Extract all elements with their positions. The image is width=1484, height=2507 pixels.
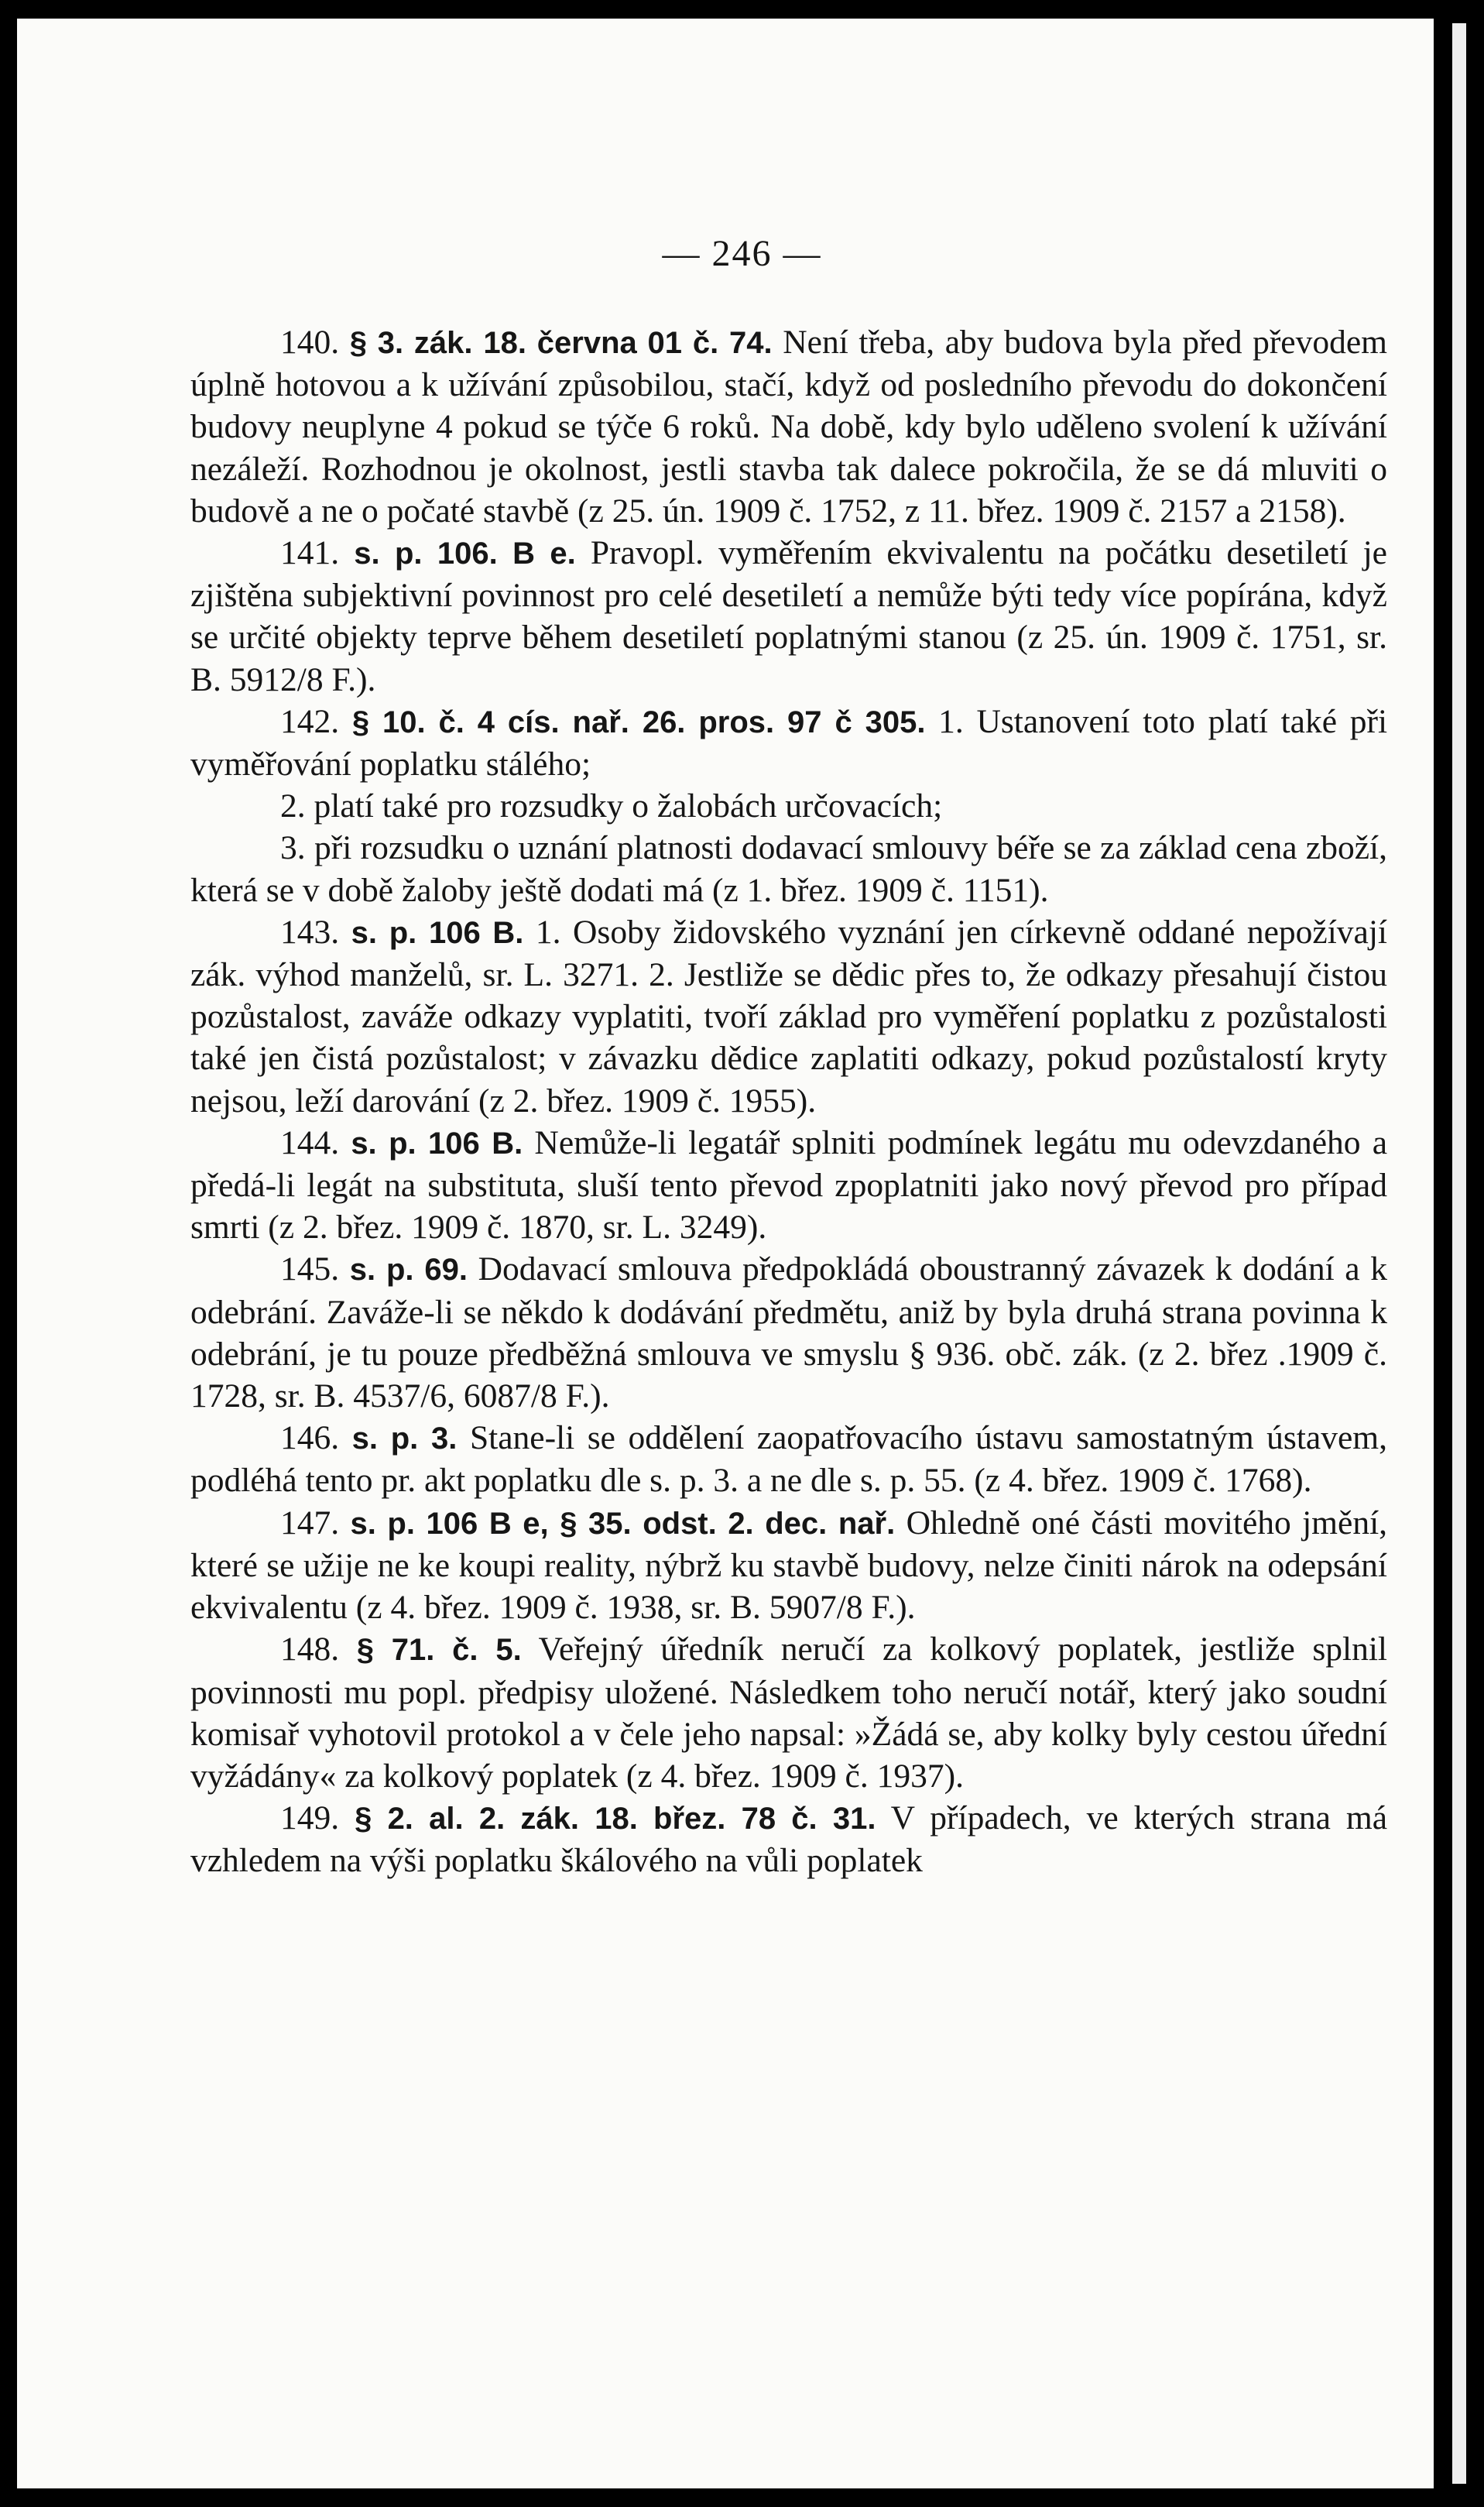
entry-144 <box>190 1122 1387 1249</box>
entry-number: 143. <box>280 913 340 951</box>
entry-reference: § 10. č. 4 cís. nař. 26. pros. 97 č 305. <box>351 705 926 739</box>
entry-number: 148. <box>280 1631 340 1668</box>
entry-number: 149. <box>280 1799 340 1837</box>
entry-142 <box>190 701 1387 785</box>
entry-reference: § 71. č. 5. <box>356 1633 522 1668</box>
entry-reference: s. p. 106 B. <box>351 1126 523 1161</box>
entry-148 <box>190 1628 1387 1797</box>
entry-number: 3. <box>280 829 306 867</box>
entry-number: 145. <box>280 1250 340 1288</box>
entry-text: platí také pro rozsudky o žalobách určovacích; <box>314 787 943 825</box>
entry-number: 2. <box>280 787 306 825</box>
entry-text: Pravopl. vyměřením ekvivalentu na počátku desetiletí je zjištěna subjektivní povinnost pro celé desetiletí a nemůže býti tedy více popírána, když se určité objekty teprve během desetiletí poplatnými stanou (z 25. ún. 1909 č. 1751, sr. B. 5912/8 F.). <box>190 534 1387 698</box>
entry-text: 1. Ustanovení toto platí také při vyměřování poplatku stálého; <box>190 702 1388 784</box>
entry-number: 144. <box>280 1123 340 1161</box>
entry-text: V případech, ve kterých strana má vzhledem na výši poplatku škálového na vůli poplatek <box>190 1799 1388 1880</box>
entry-text: Dodavací smlouva předpokládá oboustranný závazek k dodání a k odebrání. Zaváže-li se někdo k dodávání předmětu, aniž by byla druhá strana povinna k odebrání, je tu pouze předběžná smlouva ve smyslu § 936. obč. zák. (z 2. břez .1909 č. 1728, sr. B. 4537/6, 6087/8 F.). <box>190 1250 1387 1415</box>
entry-reference: s. p. 106 B. <box>351 915 524 950</box>
entry-reference: § 2. al. 2. zák. 18. břez. 78 č. 31. <box>355 1802 876 1837</box>
page-edge <box>1452 23 1466 2484</box>
entry-number: 142. <box>280 702 340 740</box>
entry-number: 140. <box>280 324 340 361</box>
entry-number: 141. <box>280 534 340 572</box>
entry-141 <box>190 532 1387 701</box>
entry-146 <box>190 1417 1387 1501</box>
entry-text: Nemůže-li legatář splniti podmínek legátu mu odevzdaného a předá-li legát na substituta, sluší tento převod zpoplatniti jako nový převod pro případ smrti (z 2. břez. 1909 č. 1870, sr. L. 3249). <box>190 1123 1387 1247</box>
entry-reference: § 3. zák. 18. června 01 č. 74. <box>349 326 773 360</box>
entry-reference: s. p. 3. <box>351 1422 458 1456</box>
entry-text: při rozsudku o uznání platnosti dodavací smlouvy béře se za základ cena zboží, která se v době žaloby ještě dodati má (z 1. břez. 1909 č. 1151). <box>190 829 1387 909</box>
entry-149 <box>190 1797 1387 1881</box>
entry-reference: s. p. 106. B e. <box>354 537 576 571</box>
page-number: — 246 — <box>662 233 822 274</box>
entry-142-point-2 <box>190 785 1387 827</box>
entry-142-point-3 <box>190 827 1387 911</box>
entry-text: Veřejný úředník neručí za kolkový poplatek, jestliže splnil povinnosti mu popl. předpisy uložené. Následkem toho neručí notář, který jako soudní komisař vyhotovil protokol a v čele jeho napsal: »Žádá se, aby kolky byly cestou úřední vyžádány« za kolkový poplatek (z 4. břez. 1909 č. 1937). <box>190 1631 1388 1795</box>
entry-140 <box>190 321 1387 532</box>
entry-text: Ohledně oné části movitého jmění, které se užije ne ke koupi reality, nýbrž ku stavbě budovy, nelze činiti nárok na odepsání ekvivalentu (z 4. břez. 1909 č. 1938, sr. B. 5907/8 F.). <box>190 1504 1388 1627</box>
entry-147 <box>190 1502 1387 1629</box>
entry-145 <box>190 1248 1387 1417</box>
document-body <box>190 321 1387 1882</box>
entry-text: Stane-li se oddělení zaopatřovacího ústavu samostatným ústavem, podléhá tento pr. akt poplatku dle s. p. 3. a ne dle s. p. 55. (z 4. břez. 1909 č. 1768). <box>190 1419 1388 1500</box>
entry-143 <box>190 911 1387 1122</box>
entry-reference: s. p. 69. <box>349 1253 468 1288</box>
entry-reference: s. p. 106 B e, § 35. odst. 2. dec. nař. <box>350 1506 896 1541</box>
entry-text: Není třeba, aby budova byla před převodem úplně hotovou a k užívání způsobilou, stačí, když od posledního převodu do dokončení budovy neuplyne 4 pokud se týče 6 roků. Na době, kdy bylo uděleno svolení k užívání nezáleží. Rozhodnou je okolnost, jestli stavba tak dalece pokročila, že se dá mluviti o budově a ne o počaté stavbě (z 25. ún. 1909 č. 1752, z 11. břez. 1909 č. 2157 a 2158). <box>190 324 1388 530</box>
entry-text: 1. Osoby židovského vyznání jen církevně oddané nepožívají zák. výhod manželů, sr. L. 3271. 2. Jestliže se dědic přes to, že odkazy přesahují čistou pozůstalost, zaváže odkazy vyplatiti, tvoří základ pro vyměření poplatku z pozůstalosti také jen čistá pozůstalost; v závazku dědice zaplatiti odkazy, pokud pozůstalostí kryty nejsou, leží darování (z 2. břez. 1909 č. 1955). <box>190 913 1388 1120</box>
entry-number: 146. <box>280 1419 340 1457</box>
entry-number: 147. <box>280 1504 340 1542</box>
